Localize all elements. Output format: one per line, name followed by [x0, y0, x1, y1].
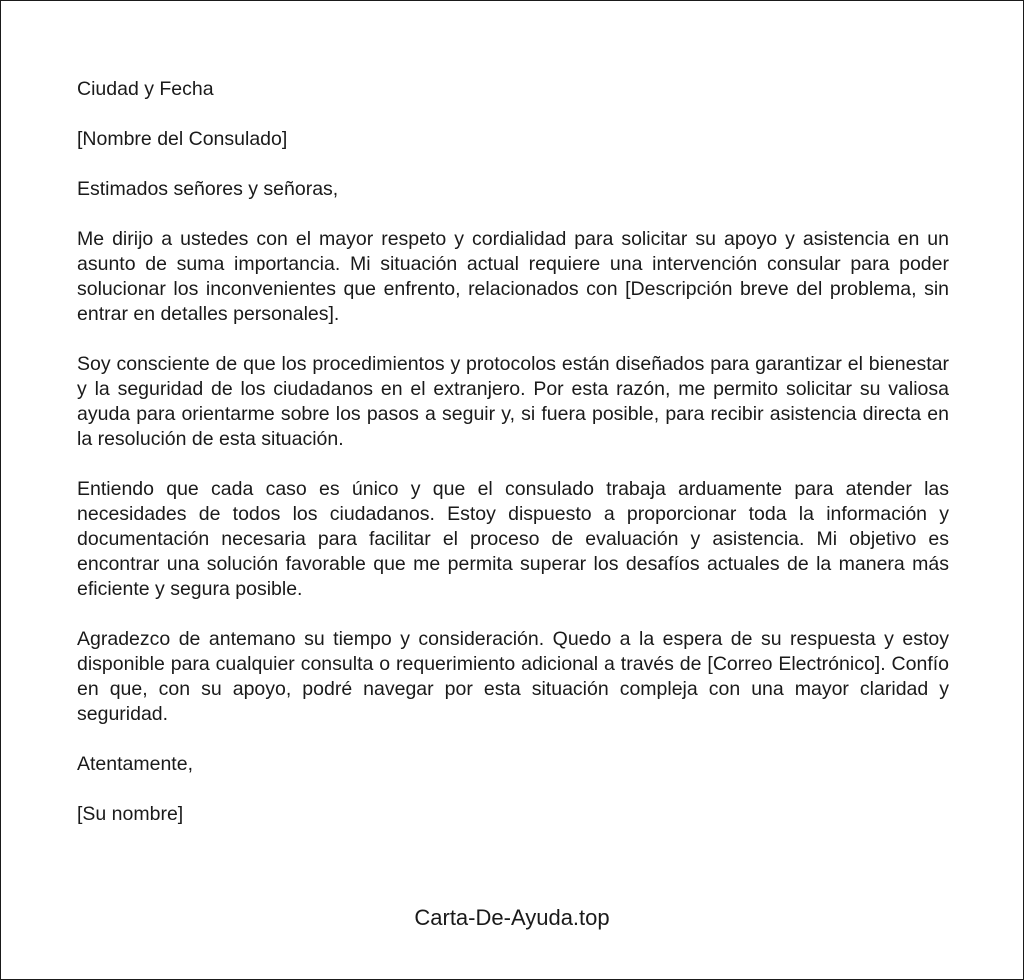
signature: [Su nombre] — [77, 803, 184, 825]
paragraph-2: Soy consciente de que los procedimientos y protocolos están diseñados para garantizar el bienestar y la seguridad de los ciudadanos en el extranjero. Por esta razón, me permito solicitar su valiosa ayuda para orientarme sobre los pasos a seguir y, si fuera posible, para recibir asistencia directa en la resolución de esta situación. — [77, 353, 949, 450]
closing: Atentamente, — [77, 753, 193, 775]
consulate-name: [Nombre del Consulado] — [77, 128, 288, 150]
letter-body — [77, 77, 949, 852]
paragraph-4: Agradezco de antemano su tiempo y consideración. Quedo a la espera de su respuesta y estoy disponible para cualquier consulta o requerimiento adicional a través de [Correo Electrónico]. Confío en que, con su apoyo, podré navegar por esta situación compleja con una mayor claridad y seguridad. — [77, 628, 949, 725]
site-footer: Carta-De-Ayuda.top — [414, 905, 610, 930]
paragraph-1: Me dirijo a ustedes con el mayor respeto y cordialidad para solicitar su apoyo y asistencia en un asunto de suma importancia. Mi situación actual requiere una intervención consular para poder solucionar los inconvenientes que enfrento, relacionados con [Descripción breve del problema, sin entrar en detalles personales]. — [77, 228, 949, 325]
paragraph-3: Entiendo que cada caso es único y que el consulado trabaja arduamente para atender las necesidades de todos los ciudadanos. Estoy dispuesto a proporcionar toda la información y documentación necesaria para facilitar el proceso de evaluación y asistencia. Mi objetivo es encontrar una solución favorable que me permita superar los desafíos actuales de la manera más eficiente y segura posible. — [77, 478, 949, 600]
date-line: Ciudad y Fecha — [77, 78, 214, 100]
greeting: Estimados señores y señoras, — [77, 178, 339, 200]
